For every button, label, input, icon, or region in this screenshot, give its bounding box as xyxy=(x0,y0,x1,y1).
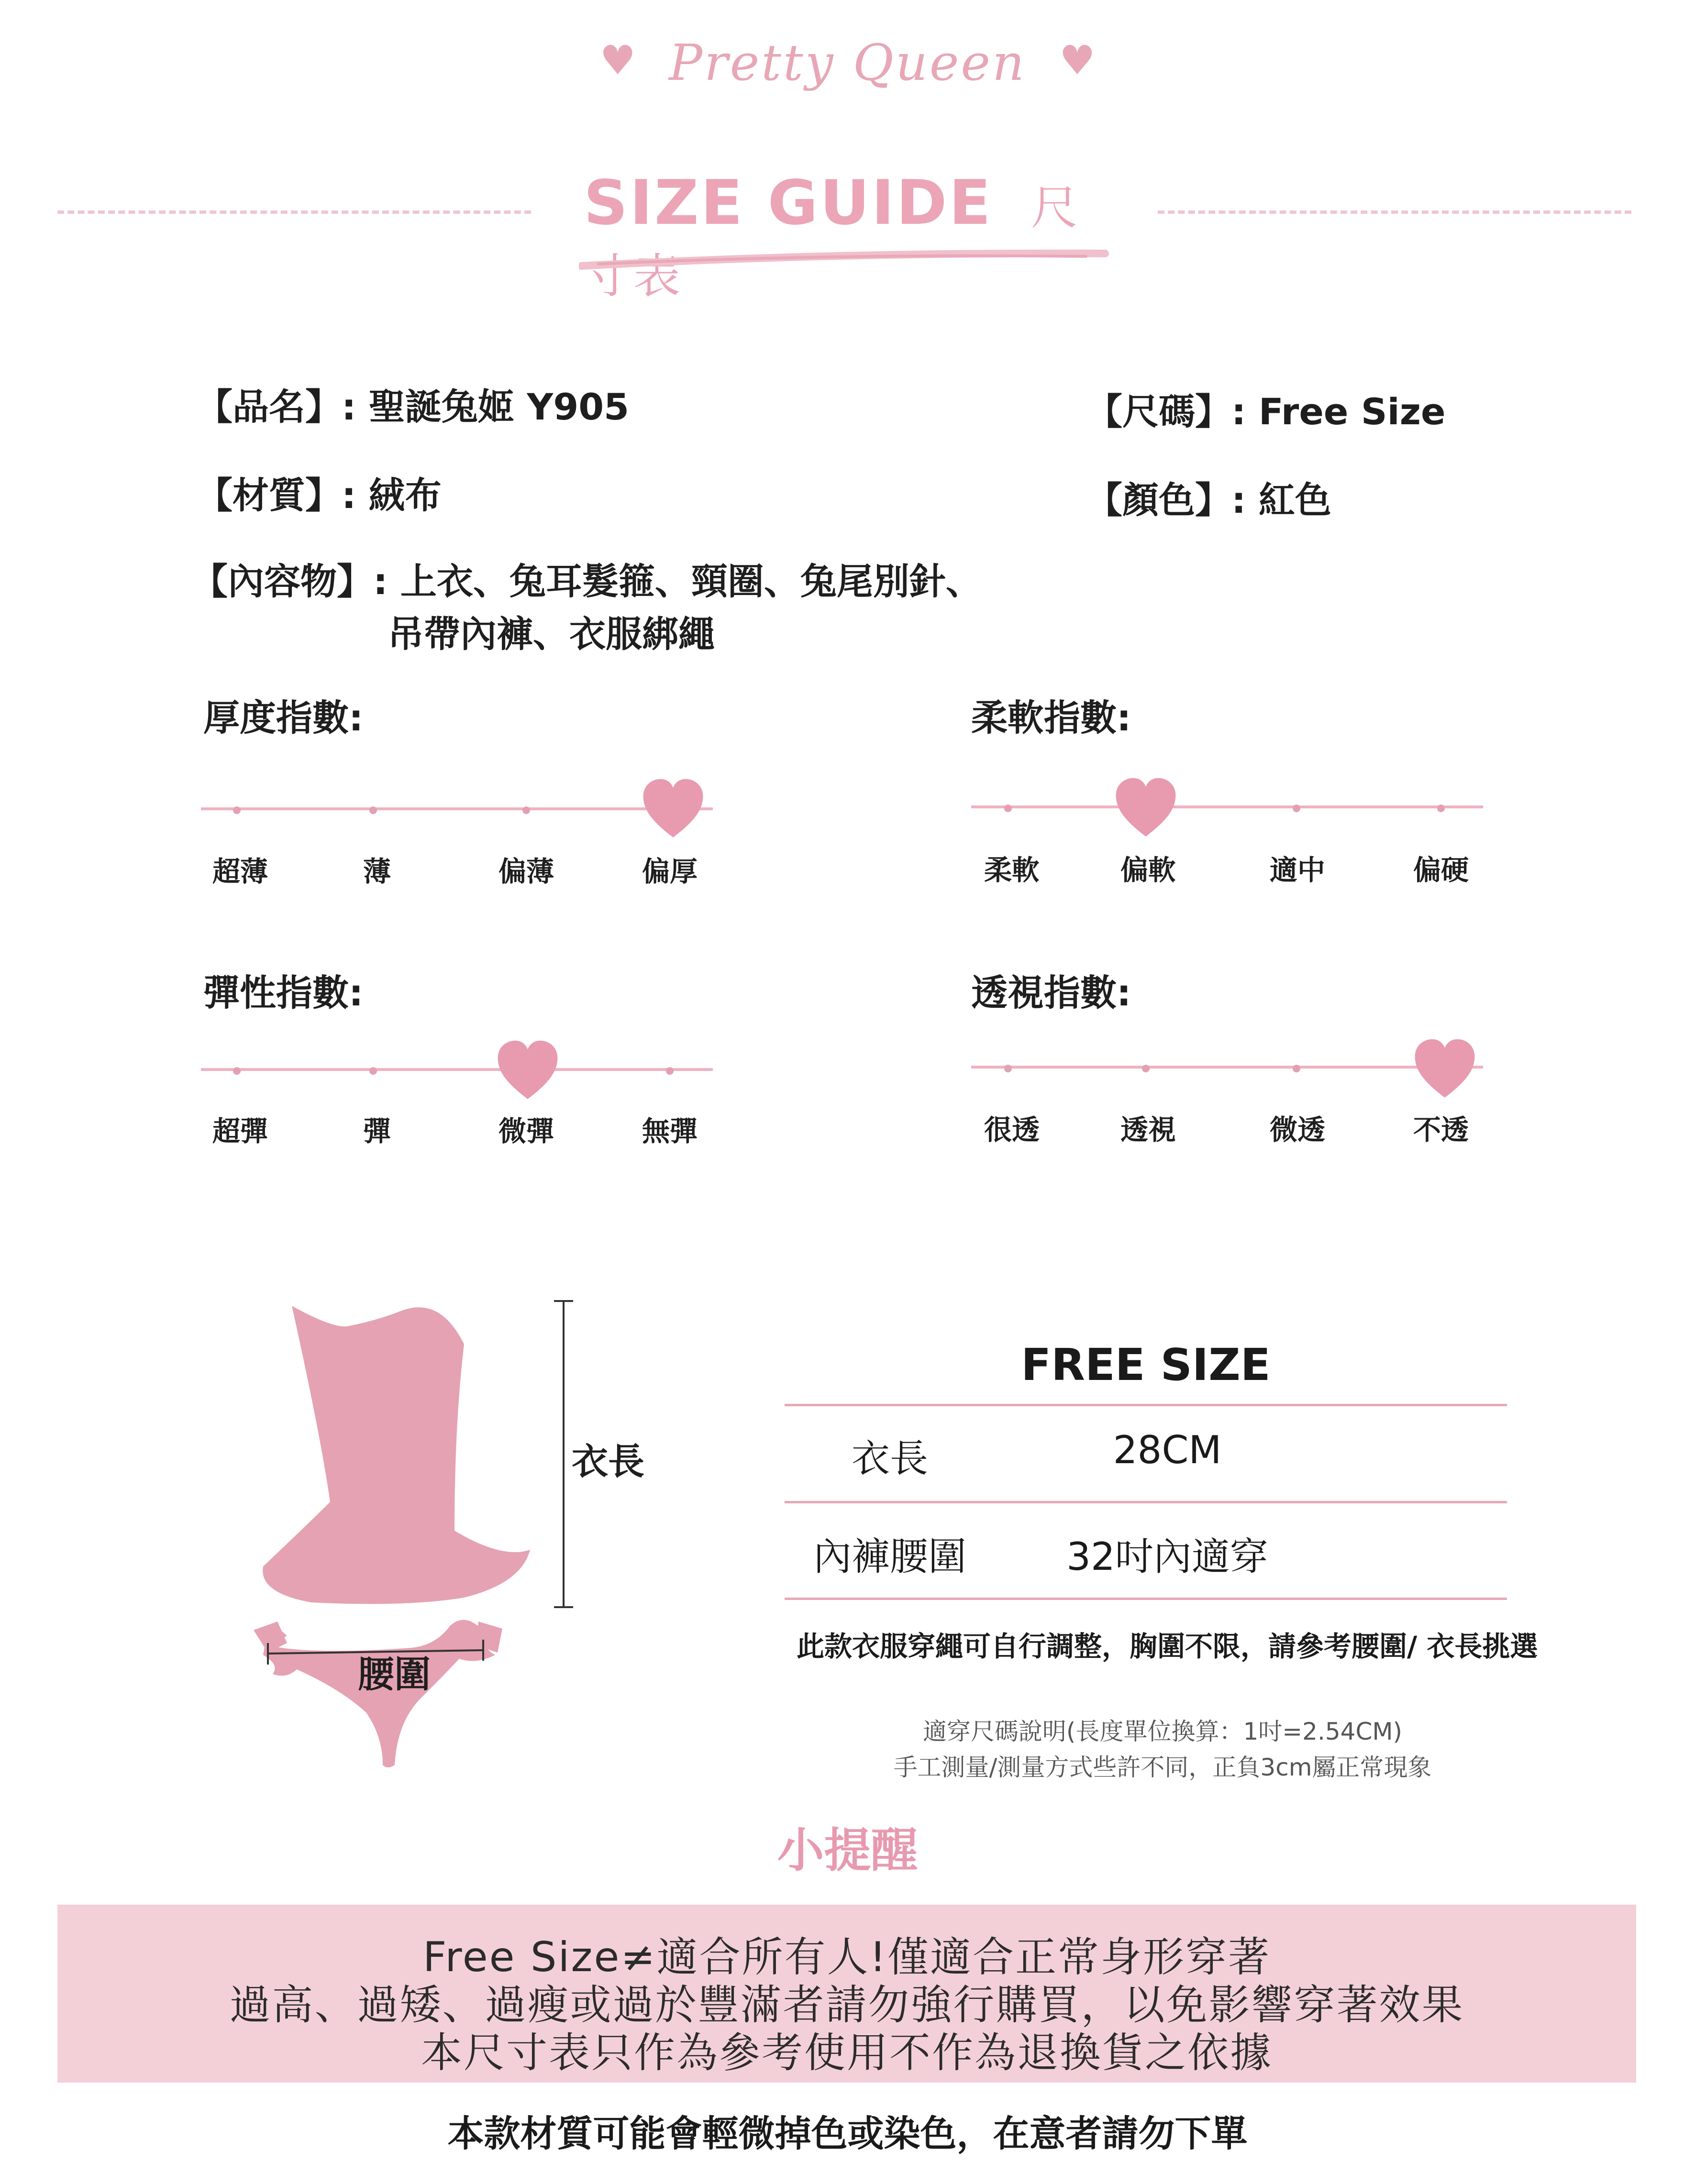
scale-dot xyxy=(369,806,377,814)
elasticity-label-1: 超彈 xyxy=(212,1115,268,1147)
size-table-header: FREE SIZE xyxy=(1021,1339,1271,1390)
scale-dot xyxy=(1142,1065,1150,1072)
scale-dot xyxy=(1004,1065,1012,1072)
softness-scale xyxy=(971,805,1483,808)
reminder-line-3: 本尺寸表只作為參考使用不作為退換貨之依據 xyxy=(421,2029,1273,2077)
reminder-line-1: Free Size≠適合所有人!僅適合正常身形穿著 xyxy=(423,1933,1271,1981)
row-length-value: 28CM xyxy=(1113,1428,1222,1472)
transparency-index-title: 透視指數: xyxy=(971,971,1131,1014)
softness-label-4: 偏硬 xyxy=(1413,854,1469,886)
softness-label-1: 柔軟 xyxy=(984,854,1040,886)
thickness-label-4: 偏厚 xyxy=(642,855,698,888)
heart-marker-icon xyxy=(1115,778,1177,838)
product-contents: 【內容物】: 上衣、兔耳髮箍、頸圈、兔尾別針、 xyxy=(191,560,982,603)
scale-dot xyxy=(666,1067,674,1075)
table-divider xyxy=(785,1598,1507,1600)
thickness-index-title: 厚度指數: xyxy=(203,696,364,739)
brand-name: Pretty Queen xyxy=(669,33,1026,92)
scale-dot xyxy=(233,1067,241,1075)
adjust-note: 此款衣服穿繩可自行調整，胸圍不限，請參考腰圍/ 衣長挑選 xyxy=(797,1630,1538,1663)
waist-label: 腰圍 xyxy=(358,1653,431,1696)
heart-icon: ♥ xyxy=(1059,37,1096,84)
thickness-label-1: 超薄 xyxy=(212,855,268,888)
row-waist-label: 內褲腰圍 xyxy=(813,1534,966,1579)
heart-marker-icon xyxy=(497,1040,559,1101)
thickness-label-3: 偏薄 xyxy=(498,855,554,888)
elasticity-index-title: 彈性指數: xyxy=(203,971,364,1014)
product-size: 【尺碼】: Free Size xyxy=(1086,390,1446,433)
scale-dot xyxy=(1293,805,1300,812)
softness-label-3: 適中 xyxy=(1269,854,1325,886)
unit-note: 適穿尺碼說明(長度單位換算：1吋=2.54CM) xyxy=(922,1718,1403,1745)
heart-icon: ♥ xyxy=(599,37,636,84)
product-color: 【顏色】: 紅色 xyxy=(1086,479,1331,521)
scale-dot xyxy=(1437,805,1445,812)
garment-diagram xyxy=(254,1291,588,1794)
page-title xyxy=(584,167,1110,306)
elasticity-label-2: 彈 xyxy=(363,1115,391,1147)
length-label: 衣長 xyxy=(572,1440,644,1483)
title-underline-brush xyxy=(579,243,1110,272)
scale-dot xyxy=(1004,805,1012,812)
transparency-label-4: 不透 xyxy=(1413,1114,1469,1146)
transparency-label-3: 微透 xyxy=(1269,1114,1325,1146)
elasticity-scale xyxy=(201,1068,713,1071)
measure-note: 手工測量/測量方式些許不同，正負3cm屬正常現象 xyxy=(893,1754,1432,1781)
heart-marker-icon xyxy=(642,779,704,839)
product-material: 【材質】: 絨布 xyxy=(196,474,442,517)
thickness-label-2: 薄 xyxy=(363,855,391,888)
heart-marker-icon xyxy=(1414,1039,1476,1099)
thickness-scale xyxy=(201,807,713,810)
title-zh: 尺寸表 xyxy=(584,181,1081,304)
brand-logo xyxy=(0,33,1695,92)
corset-silhouette xyxy=(263,1306,530,1604)
reminder-line-2: 過高、過矮、過瘦或過於豐滿者請勿強行購買，以免影響穿著效果 xyxy=(229,1981,1464,2029)
divider-left xyxy=(57,210,531,214)
row-waist-value: 32吋內適穿 xyxy=(1066,1534,1268,1579)
softness-label-2: 偏軟 xyxy=(1120,854,1176,886)
scale-dot xyxy=(522,806,530,814)
reminder-title: 小提醒 xyxy=(777,1823,918,1878)
scale-dot xyxy=(369,1067,377,1075)
table-divider xyxy=(785,1404,1507,1406)
elasticity-label-4: 無彈 xyxy=(642,1115,698,1147)
softness-index-title: 柔軟指數: xyxy=(971,696,1131,739)
table-divider xyxy=(785,1501,1507,1503)
footer-warning: 本款材質可能會輕微掉色或染色，在意者請勿下單 xyxy=(447,2112,1248,2155)
elasticity-label-3: 微彈 xyxy=(498,1115,554,1147)
scale-dot xyxy=(233,806,241,814)
title-en: SIZE GUIDE xyxy=(584,167,993,239)
transparency-scale xyxy=(971,1066,1483,1069)
product-name: 【品名】: 聖誕兔姬 Y905 xyxy=(196,386,629,428)
transparency-label-2: 透視 xyxy=(1120,1114,1176,1146)
divider-right xyxy=(1158,210,1631,214)
transparency-label-1: 很透 xyxy=(984,1114,1040,1146)
row-length-label: 衣長 xyxy=(852,1436,928,1481)
product-contents-cont: 吊帶內褲、衣服綁繩 xyxy=(388,613,715,655)
scale-dot xyxy=(1293,1065,1300,1072)
reminder-box xyxy=(57,1905,1636,2083)
